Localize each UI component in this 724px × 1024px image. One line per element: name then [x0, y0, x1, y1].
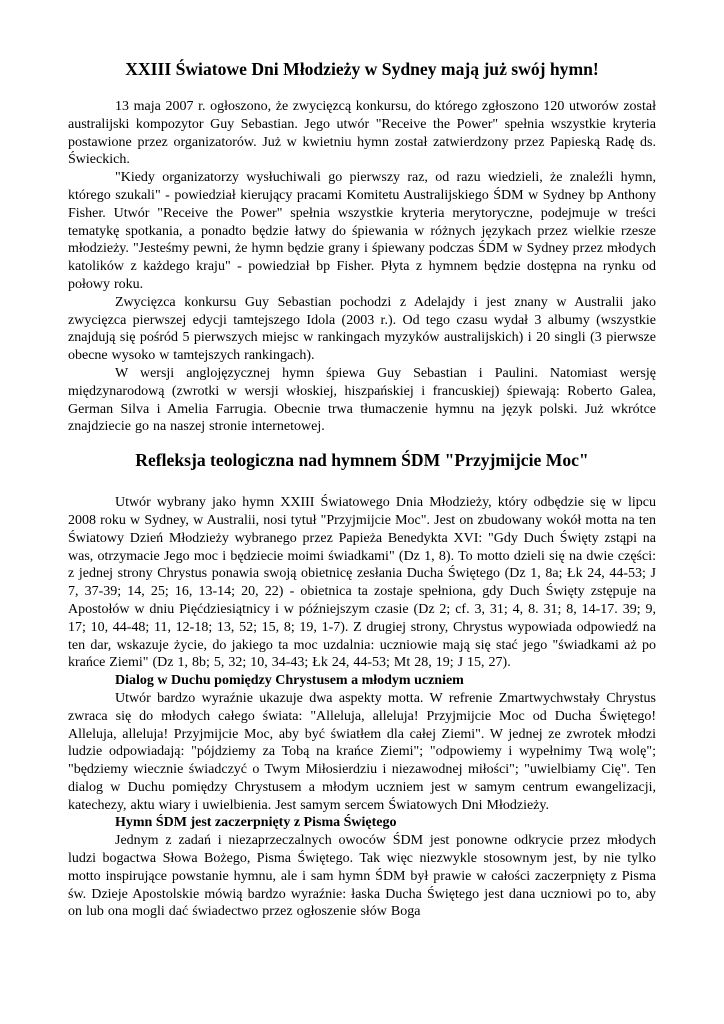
paragraph-announcement: 13 maja 2007 r. ogłoszono, że zwycięzcą konkursu, do którego zgłoszono 120 utworów został australijski kompozytor Guy Sebastian. Jego utwór "Receive the Power" spełnia wszystkie kryteria postawione przez organizatorów. Już w kwietniu hymn został zatwierdzony przez Papieską Radę ds. Świeckich.	[68, 99, 656, 168]
paragraph-scripture-body: Jednym z zadań i niezaprzeczalnych owoców ŚDM jest ponowne odkrycie przez młodych ludzi bogactwa Słowa Bożego, Pisma Świętego. Tak więc niezwykle stosownym jest, by nie tylko motto inspirujące powstanie hymnu, ale i sam hymn ŚDM był prawie w całości zaczerpnięty z Pisma św. Dzieje Apostolskie mówią bardzo wyraźnie: łaska Ducha Świętego jest dana uczniowi po to, aby on lub ona mogli dać świadectwo przez ogłoszenie słów Boga	[68, 833, 656, 920]
paragraph-motto-analysis: Utwór wybrany jako hymn XXIII Światowego Dnia Młodzieży, który odbędzie się w lipcu 2008 roku w Sydney, w Australii, nosi tytuł "Przyjmijcie Moc". Jest on zbudowany wokół motta na ten Światowy Dzień Młodzieży wybranego przez Papieża Benedykta XVI: "Gdy Duch Święty zstąpi na was, otrzymacie Jego moc i będziecie moimi świadkami" (Dz 1, 8). To motto dzieli się na dwie części: z jednej strony Chrystus ponawia swoją obietnicę zesłania Ducha Świętego (Dz 1, 8a; Łk 24, 44-53; J 7, 37-39; 14, 25; 16, 13-14; 20, 22) - obietnica ta zostaje spełniona, gdy Duch Święty zstępuje na Apostołów w dniu Pięćdziesiątnicy i w późniejszym czasie (Dz 2; cf. 3, 31; 4, 8. 31; 8, 14-17. 39; 9, 17; 10, 44-48; 11, 12-18; 13, 52; 15, 8; 19, 1-7). Z drugiej strony, Chrystus wypowiada odpowiedź na ten dar, wskazuje życie, do jakiego ta moc uzdalnia: uczniowie mają się stać jego "świadkami aż po krańce Ziemi" (Dz 1, 8b; 5, 32; 10, 34-43; Łk 24, 44-53; Mt 28, 19; J 15, 27).	[68, 495, 656, 671]
paragraph-dialog-body: Utwór bardzo wyraźnie ukazuje dwa aspekty motta. W refrenie Zmartwychwstały Chrystus zwraca się do młodych całego świata: "Alleluja, alleluja! Przyjmijcie Moc od Ducha Świętego! Alleluja, alleluja! Przyjmijcie Moc, aby być światłem dla całej Ziemi". W jednej ze zwrotek młodzi ludzie odpowiadają: "pójdziemy za Tobą na krańce Ziemi"; "odpowiemy i wypełnimy Twą wolę"; "będziemy wiecznie świadczyć o Twym Miłosierdziu i niezawodnej miłości"; "uwielbiamy Cię". Ten dialog w Duchu pomiędzy Chrystusem a młodym uczniem jest w samym centrum ewangelizacji, katechezy, aktu wiary i uwielbienia. Jest samym sercem Światowych Dni Młodzieży.	[68, 690, 656, 813]
subsection-heading-scripture: Hymn ŚDM jest zaczerpnięty z Pisma Świętego	[115, 815, 397, 831]
paragraph-guy-sebastian-bio: Zwycięzca konkursu Guy Sebastian pochodzi z Adelajdy i jest znany w Australii jako zwycięzca pierwszej edycji tamtejszego Idola (2003 r.). Od tego czasu wydał 3 albumy (wszystkie znajdują się pośród 5 pierwszych miejsc w rankingach myzyków australijskich) i 20 singli (3 pierwsze obecne wysoko w tamtejszych rankingach).	[68, 294, 656, 364]
paragraph-versions: W wersji anglojęzycznej hymn śpiewa Guy Sebastian i Paulini. Natomiast wersję międzynarodową (zwrotki w wersji włoskiej, hiszpańskiej i francuskiej) śpiewają: Roberto Galea, German Silva i Amelia Farrugia. Obecnie trwa tłumaczenie hymnu na język polski. Już wkrótce znajdziecie go na naszej stronie internetowej.	[68, 365, 656, 435]
section-title-theological-reflection: Refleksja teologiczna nad hymnem ŚDM "Przyjmijcie Moc"	[135, 450, 589, 471]
subsection-heading-dialog: Dialog w Duchu pomiędzy Chrystusem a młodym uczniem	[115, 673, 464, 689]
paragraph-committee-quote: "Kiedy organizatorzy wysłuchiwali go pierwszy raz, od razu wiedzieli, że znaleźli hymn, którego szukali" - powiedział kierujący pracami Komitetu Australijskiego ŚDM w Sydney bp Anthony Fisher. Utwór "Receive the Power" spełnia wszystkie kryteria merytoryczne, podejmuje w treści tematykę spotkania, a ponadto będzie łatwy do śpiewania w różnych językach przez wielkie rzesze młodzieży. "Jesteśmy pewni, że hymn będzie grany i śpiewany podczas ŚDM w Sydney przez młodych katolików z każdego kraju" - powiedział bp Fisher. Płyta z hymnem będzie dostępna na rynku od połowy roku.	[68, 170, 656, 292]
article-title: XXIII Światowe Dni Młodzieży w Sydney mają już swój hymn!	[125, 59, 599, 79]
